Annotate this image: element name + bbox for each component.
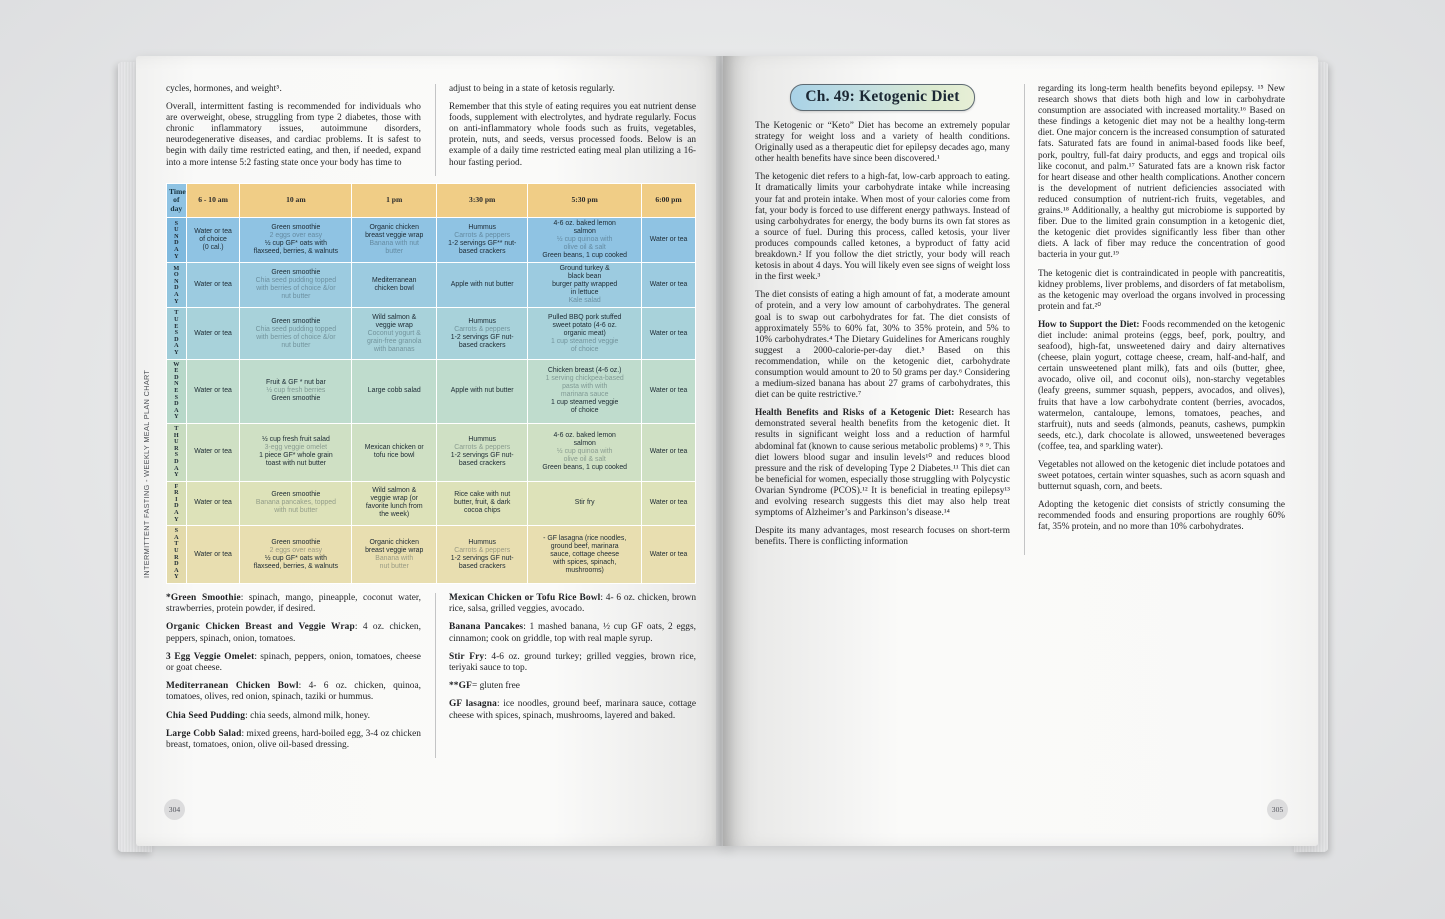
day-letter: Y [174, 573, 179, 581]
recipe-note: **GF= gluten free [448, 681, 520, 692]
meal-table-cell [437, 218, 528, 263]
day-letter: R [174, 444, 179, 452]
day-letter: I [175, 495, 178, 503]
recipe-note-title: Mexican Chicken or Tofu Rice Bowl [448, 593, 601, 603]
meal-table-cell [352, 481, 437, 526]
meal-cell-primary: based crackers [458, 562, 506, 570]
meal-cell-secondary: with nut butter [274, 507, 318, 515]
meal-table-day-label [167, 526, 187, 584]
meal-cell-secondary: Banana with nut [369, 240, 419, 248]
meal-cell-primary: Green beans, 1 cup cooked [542, 252, 628, 260]
meal-cell-primary: Large cobb salad [367, 387, 421, 395]
meal-cell-primary: Ground turkey & [559, 265, 610, 273]
meal-cell-primary: 1-2 servings GF** nut- [448, 240, 517, 248]
meal-table-header-cell: 5:30 pm [528, 183, 642, 218]
day-letter: D [174, 335, 179, 343]
meal-cell-primary: veggie wrap (or [370, 495, 418, 503]
meal-cell-secondary: Chia seed pudding topped [255, 277, 337, 285]
meal-table-cell [186, 263, 240, 308]
body-paragraph: The ketogenic diet refers to a high-fat, low-carb approach to eating. It dramatically limits your carbohydrate intake while increasing your fat and protein intake. When most of your calories come from fat, your body is forced to use different energy pathways. Instead of using carbohydrates for energy, the body burns its own fat stores as a source of fuel. During this process, called ketosis, your liver produces compounds called ketones, a byproduct of fatty acid breakdown.² If you follow the diet strictly, your body will reach ketosis in about 4 days. You will likely even see signs of weight loss in the first week.³ [755, 172, 1010, 283]
meal-cell-secondary: 1 serving chickpea-based [545, 375, 624, 383]
meal-cell-primary: Water or tea [649, 499, 688, 507]
meal-table-cell [437, 481, 528, 526]
meal-table-cell [352, 263, 437, 308]
day-letter: U [174, 316, 179, 324]
meal-cell-primary: chicken bowl [374, 285, 414, 293]
meal-table-cell [528, 218, 642, 263]
meal-cell-primary: veggie wrap [375, 321, 413, 329]
day-letter: D [174, 560, 179, 568]
body-paragraph: The Ketogenic or “Keto” Diet has become an extremely popular strategy for weight loss and a variety of health conditions. Originally used as a therapeutic diet for epilepsy decades ago, many other health benefits have since been discovered.¹ [755, 121, 1010, 165]
day-letter: R [174, 553, 179, 561]
meal-table-cell [240, 308, 352, 359]
day-letter: E [174, 386, 179, 394]
meal-cell-primary: Apple with nut butter [450, 281, 514, 289]
meal-cell-secondary: Carrots & peppers [454, 546, 511, 554]
day-letter: N [174, 277, 179, 285]
meal-cell-primary: Water or tea [649, 329, 688, 337]
meal-table-cell [352, 218, 437, 263]
left-page-content [166, 84, 696, 829]
day-letter: S [174, 451, 179, 459]
meal-cell-primary: salmon [573, 228, 596, 236]
meal-table-cell [528, 481, 642, 526]
meal-cell-primary: with spices, spinach, [553, 558, 617, 566]
meal-cell-primary: Hummus [468, 436, 496, 444]
left-page [136, 56, 731, 846]
meal-table-cell [437, 526, 528, 584]
body-paragraph: Vegetables not allowed on the ketogenic diet include potatoes and sweet potatoes, certain winter squashes, such as acorn squash and butternut squash, corn, and beets. [1037, 460, 1285, 493]
recipe-note-title: *Green Smoothie [166, 593, 241, 603]
meal-table-cell [240, 359, 352, 423]
meal-cell-primary: ½ cup fresh fruit salad [261, 436, 330, 444]
meal-cell-primary: sweet potato (4-6 oz. [552, 321, 617, 329]
body-paragraph: Adopting the ketogenic diet consists of strictly consuming the recommended foods and ensuring proportions are roughly 60% fat, 35% protein, and no more than 10% carbohydrates. [1037, 500, 1285, 533]
meal-cell-secondary: grain-free granola [367, 337, 422, 345]
meal-cell-primary: Water or tea [194, 550, 232, 558]
meal-table-cell [352, 359, 437, 423]
meal-table-cell [186, 218, 240, 263]
meal-table-day-label [167, 308, 187, 359]
day-letter: T [174, 309, 179, 317]
day-letter: N [174, 380, 179, 388]
meal-cell-primary: Water or tea [194, 387, 232, 395]
day-letter: F [174, 482, 179, 490]
day-letter: A [174, 291, 179, 299]
meal-cell-secondary: 2 eggs over easy [269, 232, 323, 240]
side-tab-label: INTERMITTENT FASTING - WEEKLY MEAL PLAN CHART [142, 369, 151, 579]
meal-cell-primary: Green smoothie [271, 538, 321, 546]
recipe-note: Stir Fry: 4-6 oz. ground turkey; grilled veggies, brown rice, teriyaki sauce to top. [448, 651, 696, 674]
meal-cell-primary: butter, fruit, & dark [454, 499, 511, 507]
meal-table-cell [642, 481, 696, 526]
meal-cell-primary: ground beef, marinara [550, 542, 619, 550]
meal-table-header-cell: 10 am [240, 183, 352, 218]
meal-cell-primary: Apple with nut butter [450, 387, 514, 395]
meal-cell-primary: breast veggie wrap [365, 232, 424, 240]
body-paragraph: adjust to being in a state of ketosis regularly. [448, 84, 615, 94]
meal-cell-primary: salmon [573, 440, 596, 448]
recipe-note-title: GF lasagna [448, 699, 497, 710]
meal-table-row [167, 218, 696, 263]
meal-cell-primary: tofu rice bowl [373, 452, 415, 460]
meal-cell-secondary: with berries of choice &/or [256, 333, 336, 341]
meal-cell-primary: of choice [570, 407, 599, 415]
day-letter: S [174, 219, 179, 227]
meal-cell-secondary: Carrots & peppers [454, 232, 511, 240]
meal-table-cell [528, 359, 642, 423]
meal-cell-primary: breast veggie wrap [365, 546, 424, 554]
meal-table-header-row [167, 183, 696, 218]
meal-cell-secondary: with bananas [373, 345, 415, 353]
recipe-note: Mexican Chicken or Tofu Rice Bowl: 4- 6 oz. chicken, brown rice, salsa, grilled veggies, avocado. [448, 593, 697, 615]
left-column-1 [166, 84, 421, 176]
meal-cell-primary: Green smoothie [271, 269, 321, 277]
meal-cell-secondary: pasta with with [562, 383, 608, 391]
day-letter: D [174, 239, 179, 247]
recipe-note: *Green Smoothie: spinach, mango, pineapple, coconut water, strawberries, protein powder, if desired. [166, 593, 421, 615]
day-letter: U [174, 438, 179, 446]
day-letter: D [174, 502, 179, 510]
meal-cell-primary: burger patty wrapped [552, 281, 618, 289]
meal-cell-primary: cocoa chips [464, 507, 501, 515]
body-paragraph: The ketogenic diet is contraindicated in people with pancreatitis, kidney problems, liver problems, and disorders of fat metabolism, as the ketogenic may overload the organs involved in processing protein and fat.²⁰ [1037, 268, 1285, 312]
meal-table-body [167, 218, 696, 584]
recipe-note-title: Stir Fry [448, 651, 485, 662]
left-page-top-columns [166, 84, 696, 176]
meal-table-head [167, 183, 696, 218]
recipe-note: Organic Chicken Breast and Veggie Wrap: 4 oz. chicken, peppers, spinach, onion, tomatoes. [166, 622, 421, 644]
recipe-note-title: Chia Seed Pudding [166, 710, 246, 721]
day-letter: Y [174, 413, 179, 421]
day-letter: A [174, 509, 179, 517]
meal-cell-secondary: olive oil & salt [563, 456, 606, 464]
meal-cell-primary: favorite lunch from [365, 503, 423, 511]
meal-table-row [167, 359, 696, 423]
meal-cell-primary: Organic chicken [369, 224, 419, 232]
meal-table-cell [186, 526, 240, 584]
meal-cell-primary: ½ cup GF* oats with [264, 240, 327, 248]
meal-cell-primary: black bean [568, 273, 602, 281]
weekly-meal-plan-table [166, 183, 696, 584]
meal-cell-primary: Wild salmon & [372, 313, 417, 321]
meal-cell-primary: 1 piece GF* whole grain [259, 452, 333, 460]
meal-cell-primary: Organic chicken [369, 538, 419, 546]
day-letter: A [174, 342, 179, 350]
chapter-title-wrap [755, 84, 1010, 121]
meal-table-cell [642, 359, 696, 423]
meal-cell-primary: flaxseed, berries, & walnuts [253, 562, 339, 570]
meal-cell-primary: in lettuce [570, 289, 599, 297]
meal-cell-primary: Water or tea [649, 448, 688, 456]
meal-cell-primary: Mexican chicken or [364, 444, 424, 452]
recipe-note: GF lasagna: ice noodles, ground beef, marinara sauce, cottage cheese with spices, spinach, mushrooms, layered and baked. [448, 699, 697, 721]
body-paragraph-with-heading: How to Support the Diet: Foods recommended on the ketogenic diet include: animal proteins (eggs, beef, pork, poultry, and seafood), high-fat, unsweetened dairy and dairy alternatives (cheese, plain yogurt, cottage cheese, cream, half-and-half, and certain unsweetened plant milk), fats and oils (butter, ghee, avocado, olive oil, and coconut oils), non-starchy vegetables (leafy greens, summer squash, peppers, avocados, and olives), fruits that have a low carbohydrate content (berries, avocados, watermelon, cantaloupe, lemons, tomatoes, peaches, and starfruit), nuts and seeds (almonds, peanuts, cashews, pumpkin seeds, etc.), dark chocolate is allowed, unsweetened beverages (coffee, tea, and sparkling water). [1037, 319, 1285, 452]
meal-cell-secondary: of choice [570, 345, 599, 353]
body-paragraph: regarding its long-term health benefits beyond epilepsy. ¹⁵ New research shows that diets both high and low in carbohydrate consumption are associated with increased mortality.¹⁶ Based on these findings a ketogenic diet may not be a healthy long-term diet. One major concern is the increased consumption of saturated fats. Saturated fats are found in animal-based foods like beef, pork, poultry, full-fat dairy products, and eggs and tropical oils like coconut, and palm.¹⁷ Saturated fats are a known risk factor for heart disease and other health complications. Another concern is the development of nutrient deficiencies associated with reduced consumption of nutrient-rich fruits, vegetables, and grains.¹⁸ Additionally, a healthy gut microbiome is supported by fiber. Due to the limited grain consumption in a ketogenic diet, the ketogenic diet provides significantly less fiber than other diets. A lack of fiber may reduce the concentration of good bacteria in your gut.¹⁹ [1037, 84, 1285, 261]
meal-cell-primary: 1 cup steamed veggie [550, 399, 619, 407]
meal-cell-primary: sauce, cottage cheese [550, 550, 620, 558]
day-letter: A [174, 533, 179, 541]
day-letter: S [174, 393, 179, 401]
page-number-right: 305 [1267, 799, 1288, 820]
meal-table-cell [642, 423, 696, 481]
day-letter: D [174, 373, 179, 381]
day-letter: D [174, 400, 179, 408]
recipe-notes-column-1 [166, 593, 421, 758]
meal-cell-primary: the week) [379, 511, 410, 519]
meal-cell-secondary: nut butter [281, 293, 311, 301]
meal-table-cell [186, 481, 240, 526]
right-column-2 [1024, 84, 1285, 555]
meal-cell-primary: Green smoothie [271, 491, 321, 499]
meal-cell-primary: (0 cal.) [202, 244, 224, 252]
day-letter: U [174, 226, 179, 234]
day-letter: M [173, 264, 180, 272]
meal-table-cell [642, 308, 696, 359]
meal-cell-secondary: butter [385, 248, 404, 256]
day-letter: A [174, 464, 179, 472]
recipe-notes [166, 593, 696, 758]
meal-cell-secondary: Carrots & peppers [454, 325, 511, 333]
day-letter: U [174, 547, 179, 555]
day-letter: H [173, 431, 179, 439]
paragraph-heading: Health Benefits and Risks of a Ketogenic Diet: [755, 408, 955, 419]
day-letter: Y [174, 515, 179, 523]
day-letter: N [174, 232, 179, 240]
meal-table-cell [352, 308, 437, 359]
meal-cell-primary: Stir fry [574, 499, 595, 507]
meal-table-cell [240, 526, 352, 584]
meal-table-cell [240, 263, 352, 308]
meal-cell-primary: mushrooms) [565, 566, 604, 574]
meal-cell-primary: 1-2 servings GF nut- [450, 333, 514, 341]
meal-cell-secondary: Banana pancakes, topped [255, 499, 336, 507]
recipe-note-title: **GF [448, 681, 472, 692]
meal-cell-secondary: marinara sauce [560, 391, 609, 399]
meal-cell-primary: Green smoothie [271, 317, 321, 325]
left-column-2 [435, 84, 696, 176]
meal-cell-primary: - GF lasagna (rice noodles, [543, 534, 627, 542]
recipe-note: Banana Pancakes: 1 mashed banana, ½ cup GF oats, 2 eggs, cinnamon; cook on griddle, top with real maple syrup. [448, 622, 696, 644]
day-letter: E [174, 367, 179, 375]
meal-table-header-cell: 6 - 10 am [186, 183, 240, 218]
recipe-note-title: Banana Pancakes [448, 622, 524, 633]
meal-cell-secondary: Carrots & peppers [454, 444, 511, 452]
day-letter: D [174, 457, 179, 465]
meal-cell-primary: Water or tea [649, 387, 688, 395]
body-paragraph: Despite its many advantages, most research focuses on short-term benefits. There is conflicting information [755, 526, 1010, 548]
day-letter: T [174, 540, 179, 548]
day-letter: W [173, 360, 180, 368]
meal-table-cell [437, 308, 528, 359]
meal-table-day-label [167, 263, 187, 308]
meal-table-cell [240, 218, 352, 263]
recipe-notes-column-2 [435, 593, 696, 758]
meal-cell-primary: Water or tea [194, 448, 232, 456]
meal-table-header-cell: 3:30 pm [437, 183, 528, 218]
meal-cell-primary: 1-2 servings GF nut- [450, 554, 514, 562]
meal-cell-primary: Water or tea [194, 329, 232, 337]
meal-cell-secondary: 2 eggs over easy [269, 546, 323, 554]
day-letter: T [174, 424, 179, 432]
right-page [723, 56, 1318, 846]
meal-cell-primary: Mediterranean [372, 277, 417, 285]
day-letter: Y [174, 297, 179, 305]
meal-cell-primary: Chicken breast (4-6 oz.) [547, 367, 622, 375]
day-letter: S [174, 527, 179, 535]
meal-cell-primary: 1-2 servings GF nut- [450, 452, 514, 460]
day-letter: Y [174, 471, 179, 479]
meal-cell-secondary: Chia seed pudding topped [255, 325, 337, 333]
meal-table-row [167, 263, 696, 308]
meal-cell-primary: based crackers [458, 341, 506, 349]
meal-cell-primary: ½ cup GF* oats with [264, 554, 327, 562]
meal-cell-primary: flaxseed, berries, & walnuts [253, 248, 339, 256]
meal-cell-primary: Water or tea [649, 550, 688, 558]
meal-cell-primary: Water or tea [649, 236, 688, 244]
day-letter: A [174, 566, 179, 574]
meal-table-cell [642, 263, 696, 308]
day-letter: A [174, 406, 179, 414]
meal-cell-primary: organic meat) [563, 329, 606, 337]
meal-cell-primary: Hummus [468, 317, 496, 325]
recipe-note: 3 Egg Veggie Omelet: spinach, peppers, onion, tomatoes, cheese or goat cheese. [166, 651, 421, 674]
body-paragraph: Overall, intermittent fasting is recommended for individuals who are overweight, obese, struggling from type 2 diabetes, those with chronic inflammatory issues, autoimmune disorders, neurodegenerative diseases, and cardiac problems. It is safest to begin with daily time restricted eating, and then, if needed, expand into a more intense 5:2 fasting state once your body has time to [166, 102, 421, 168]
meal-cell-secondary: Banana with [375, 554, 414, 562]
recipe-note-title: 3 Egg Veggie Omelet [166, 651, 255, 662]
meal-cell-primary: of choice [199, 236, 227, 244]
meal-table-header-cell: 1 pm [352, 183, 437, 218]
meal-table-cell [437, 263, 528, 308]
meal-table-cell [642, 218, 696, 263]
meal-cell-primary: Pulled BBQ pork stuffed [547, 313, 622, 321]
meal-cell-secondary: with berries of choice &/or [256, 285, 336, 293]
meal-table-header-cell: 6:00 pm [642, 183, 696, 218]
meal-cell-secondary: ½ cup quinoa with [556, 236, 613, 244]
meal-cell-primary: 4-6 oz. baked lemon [553, 432, 616, 440]
meal-cell-primary: Green smoothie [271, 224, 321, 232]
meal-table-cell [186, 359, 240, 423]
meal-cell-primary: Fruit & GF * nut bar [266, 379, 326, 387]
meal-cell-secondary: Kale salad [568, 297, 601, 305]
meal-table-cell [528, 526, 642, 584]
right-page-columns [755, 84, 1285, 555]
body-paragraph: The diet consists of eating a high amount of fat, a moderate amount of protein, and a very low amount of carbohydrates. The general goal is to swap out carbohydrates for fat. The diet consists of approximately 55% to 60% fat, 30% to 35% protein, and 5% to 10% carbohydrates.⁴ The Dietary Guidelines for Americans roughly suggest a 2000-calorie-per-day diet.⁵ Based on this recommendation, while on the ketogenic diet, carbohydrate consumption would amount to 20 to 50 grams per day.⁶ Considering a medium-sized banana has about 27 grams of carbohydrates, this diet can be quite restrictive.⁷ [755, 290, 1010, 401]
meal-cell-primary: toast with nut butter [265, 460, 326, 468]
right-column-1 [755, 84, 1010, 555]
meal-cell-primary: based crackers [458, 460, 506, 468]
meal-table-day-label [167, 481, 187, 526]
meal-table-cell [186, 423, 240, 481]
meal-cell-secondary: 1 cup steamed veggie [550, 337, 619, 345]
meal-cell-primary: Green smoothie [271, 395, 321, 403]
meal-table-cell [437, 423, 528, 481]
day-letter: Y [174, 349, 179, 356]
day-letter: O [173, 271, 179, 279]
meal-cell-secondary: ½ cup fresh berries [266, 387, 326, 395]
page-number-left: 304 [164, 799, 185, 820]
meal-cell-primary: Green beans, 1 cup cooked [542, 464, 628, 472]
meal-table-header-cell: Time of day [167, 183, 187, 218]
right-page-content [755, 84, 1285, 829]
open-book [118, 56, 1328, 856]
meal-cell-primary: 4-6 oz. baked lemon [553, 220, 616, 228]
paragraph-heading: How to Support the Diet: [1037, 319, 1140, 330]
meal-table-row [167, 423, 696, 481]
recipe-note: Large Cobb Salad: mixed greens, hard-boiled egg, 3-4 oz chicken breast, tomatoes, onion, olive oil-based dressing. [166, 728, 421, 751]
meal-cell-secondary: nut butter [281, 341, 311, 349]
meal-table-day-label [167, 423, 187, 481]
day-letter: Y [174, 252, 179, 260]
meal-cell-primary: based crackers [458, 248, 506, 256]
meal-cell-secondary: 3-egg veggie omelet [264, 444, 328, 452]
meal-cell-secondary: nut butter [379, 562, 409, 570]
day-letter: E [174, 322, 179, 330]
meal-table-cell [240, 481, 352, 526]
chapter-title-banner: Ch. 49: Ketogenic Diet [790, 84, 974, 111]
meal-table-cell [352, 526, 437, 584]
body-paragraph: Remember that this style of eating requires you eat nutrient dense foods, supplement with electrolytes, and hydrate regularly. Focus on anti-inflammatory whole foods such as fruits, vegetables, protein, nuts, and seeds, versus processed foods. Below is an example of a daily time restricted eating meal plan utilizing a 16-hour fasting period. [448, 102, 696, 168]
day-letter: A [174, 246, 179, 254]
right-column-1-body [755, 121, 1010, 548]
recipe-note: Chia Seed Pudding: chia seeds, almond milk, honey. [166, 710, 371, 721]
meal-cell-primary: Water or tea [649, 281, 688, 289]
recipe-note: Mediterranean Chicken Bowl: 4- 6 oz. chicken, quinoa, tomatoes, olives, red onion, spinach, taziki or hummus. [166, 681, 421, 703]
meal-cell-primary: Rice cake with nut [454, 491, 511, 499]
meal-table-row [167, 526, 696, 584]
meal-cell-primary: Water or tea [194, 228, 232, 236]
meal-table-cell [642, 526, 696, 584]
meal-table-cell [528, 308, 642, 359]
meal-table-day-label [167, 359, 187, 423]
meal-table-cell [528, 423, 642, 481]
body-paragraph: cycles, hormones, and weight⁵. [166, 84, 282, 94]
recipe-note-title: Mediterranean Chicken Bowl [166, 681, 299, 692]
recipe-note-title: Organic Chicken Breast and Veggie Wrap [166, 622, 355, 633]
meal-cell-secondary: ½ cup quinoa with [556, 448, 613, 456]
meal-cell-secondary: Coconut yogurt & [367, 329, 421, 337]
meal-cell-primary: Hummus [468, 224, 496, 232]
meal-table-row [167, 481, 696, 526]
meal-cell-secondary: olive oil & salt [563, 244, 606, 252]
body-paragraph-with-heading: Health Benefits and Risks of a Ketogenic Diet: Research has demonstrated several health benefits from the ketogenic diet. It results in significant weight loss and a reduction of harmful abdominal fat (known to cause serious metabolic problems) ⁸ ⁹. This diet lowers blood sugar and insulin levels¹⁰ and reduces blood pressure and the risk of developing Type 2 Diabetes.¹¹ This diet can be beneficial for women, especially those struggling with Polycystic Ovarian Syndrome (PCOS).¹² It is beneficial in treating epilepsy¹³ and evolving research suggests this diet may also help treat symptoms of Alzheimer’s and Parkinson’s disease.¹⁴ [755, 408, 1010, 519]
recipe-note-title: Large Cobb Salad [166, 728, 242, 739]
day-letter: D [174, 284, 179, 292]
day-letter: R [174, 489, 179, 497]
meal-table-cell [352, 423, 437, 481]
meal-table-cell [437, 359, 528, 423]
meal-cell-primary: Water or tea [194, 281, 232, 289]
meal-table-cell [240, 423, 352, 481]
meal-table-day-label [167, 218, 187, 263]
day-letter: S [174, 329, 179, 337]
meal-cell-primary: Water or tea [194, 499, 232, 507]
meal-cell-primary: Hummus [468, 538, 496, 546]
meal-table-row [167, 308, 696, 359]
meal-table-cell [186, 308, 240, 359]
meal-table-cell [528, 263, 642, 308]
meal-cell-primary: Wild salmon & [372, 487, 417, 495]
